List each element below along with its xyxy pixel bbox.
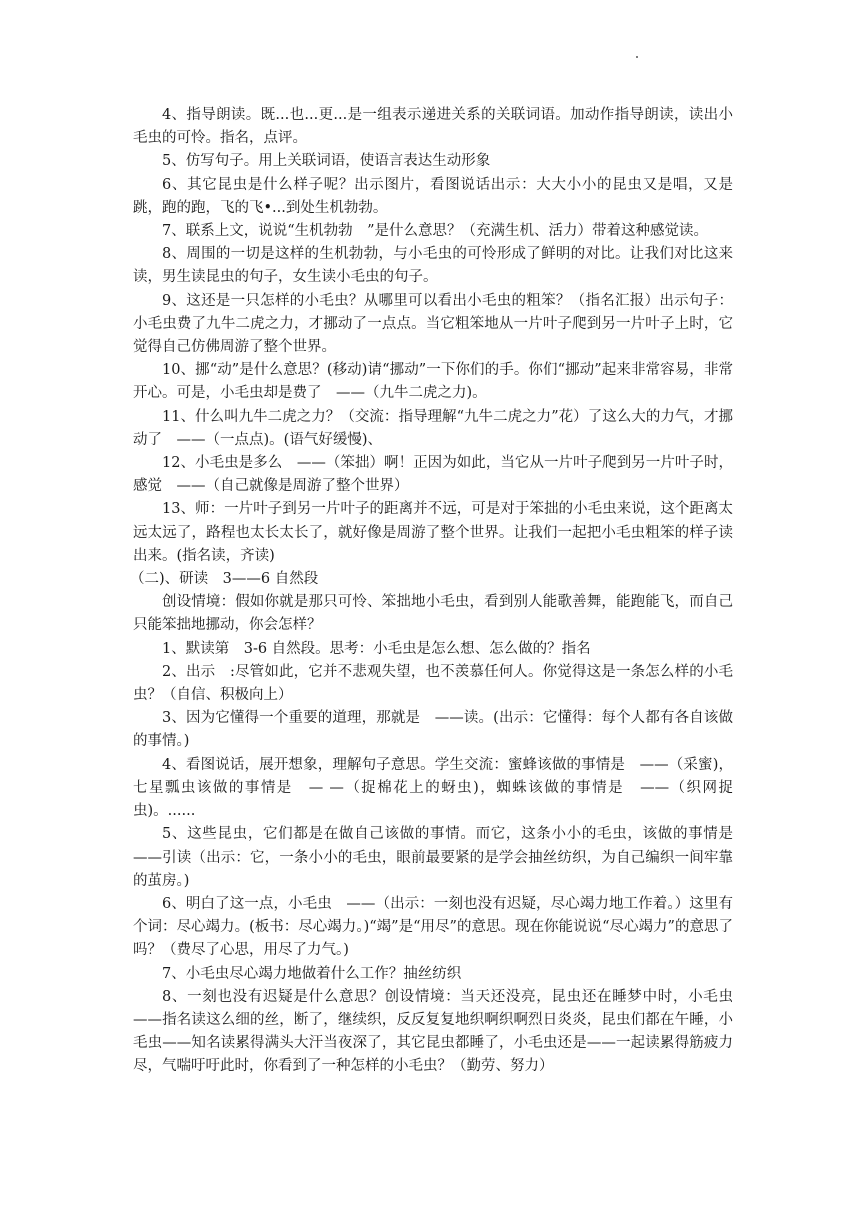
paragraph: 7、联系上文，说说“生机勃勃 ”是什么意思？（充满生机、活力）带着这种感觉读。 xyxy=(162,223,709,240)
paragraph: 4、看图说话，展开想象，理解句子意思。学生交流：蜜蜂该做的事情是 ——（采蜜)，七星瓢虫该做的事情是 — —（捉棉花上的蚜虫)，蜘蛛该做的事情是 ——（织网捉虫)。...... xyxy=(133,756,733,820)
paragraph: 3、因为它懂得一个重要的道理，那就是 ——读。(出示：它懂得：每个人都有各自该做的事情。) xyxy=(133,710,733,750)
page-dot-mark xyxy=(636,56,638,58)
lesson-plan-body xyxy=(130,104,748,1079)
paragraph: 10、挪“动”是什么意思？(移动)请“挪动”一下你们的手。你们“挪动”起来非常容易，非常开心。可是，小毛虫却是费了 ——（九牛二虎之力)。 xyxy=(133,362,733,402)
paragraph: 9、这还是一只怎样的小毛虫？从哪里可以看出小毛虫的粗笨？（指名汇报）出示句子：小毛虫费了九牛二虎之力，才挪动了一点点。当它粗笨地从一片叶子爬到另一片叶子上时，它觉得自己仿佛周游了整个世界。 xyxy=(133,292,733,356)
paragraph: 创设情境：假如你就是那只可怜、笨拙地小毛虫，看到别人能歌善舞，能跑能飞，而自己只能笨拙地挪动，你会怎样？ xyxy=(133,594,733,634)
paragraph: 6、其它昆虫是什么样子呢？出示图片，看图说话出示：大大小小的昆虫又是唱，又是跳，跑的跑，飞的飞•...到处生机勃勃。 xyxy=(133,176,733,216)
paragraph: 12、小毛虫是多么 ——（笨拙）啊！正因为如此，当它从一片叶子爬到另一片叶子时，感觉 ——（自己就像是周游了整个世界） xyxy=(133,455,733,495)
paragraph: 5、仿写句子。用上关联词语，使语言表达生动形象 xyxy=(162,153,491,170)
paragraph: 7、小毛虫尽心竭力地做着什么工作？抽丝纺织 xyxy=(162,965,462,982)
paragraph: 5、这些昆虫，它们都是在做自己该做的事情。而它，这条小小的毛虫，该做的事情是 ——引读（出示：它，一条小小的毛虫，眼前最要紧的是学会抽丝纺织，为自己编织一间牢靠的茧房。) xyxy=(133,826,748,889)
paragraph: 8、周围的一切是这样的生机勃勃，与小毛虫的可怜形成了鲜明的对比。让我们对比这来读，男生读昆虫的句子，女生读小毛虫的句子。 xyxy=(133,246,733,286)
paragraph: 13、师：一片叶子到另一片叶子的距离并不远，可是对于笨拙的小毛虫来说，这个距离太远太远了，路程也太长太长了，就好像是周游了整个世界。让我们一起把小毛虫粗笨的样子读出来。(指名读，齐读) xyxy=(133,501,733,564)
paragraph: 4、指导朗读。既...也...更...是一组表示递进关系的关联词语。加动作指导朗读，读出小毛虫的可怜。指名，点评。 xyxy=(133,107,733,147)
paragraph: 2、出示 :尽管如此，它并不悲观失望，也不羡慕任何人。你觉得这是一条怎么样的小毛虫？（自信、积极向上） xyxy=(133,663,733,704)
section-heading: （二)、研读 3——6 自然段 xyxy=(130,571,319,588)
paragraph: 11、什么叫九牛二虎之力？（交流：指导理解“九牛二虎之力”花）了这么大的力气，才挪动了 ——（一点点)。(语气好缓慢)、 xyxy=(133,408,733,448)
paragraph: 8、一刻也没有迟疑是什么意思？创设情境：当天还没亮，昆虫还在睡梦中时，小毛虫——指名读这么细的丝，断了，继续织，反反复复地织啊织啊烈日炎炎，昆虫们都在午睡，小毛虫——知名读累得满头大汗当夜深了，其它昆虫都睡了，小毛虫还是——一起读累得筋疲力尽，气喘吁吁此时，你看到了一种怎样的小毛虫？（勤劳、努力） xyxy=(133,988,733,1075)
paragraph: 1、默读第 3-6 自然段。思考：小毛虫是怎么想、怎么做的？指名 xyxy=(162,640,591,657)
paragraph: 6、明白了这一点，小毛虫 ——（出示：一刻也没有迟疑，尽心竭力地工作着。）这里有个词：尽心竭力。(板书：尽心竭力。)“竭”是“用尽”的意思。现在你能说说“尽心竭力”的意思了吗？（费尽了心思，用尽了力气。) xyxy=(133,895,733,959)
